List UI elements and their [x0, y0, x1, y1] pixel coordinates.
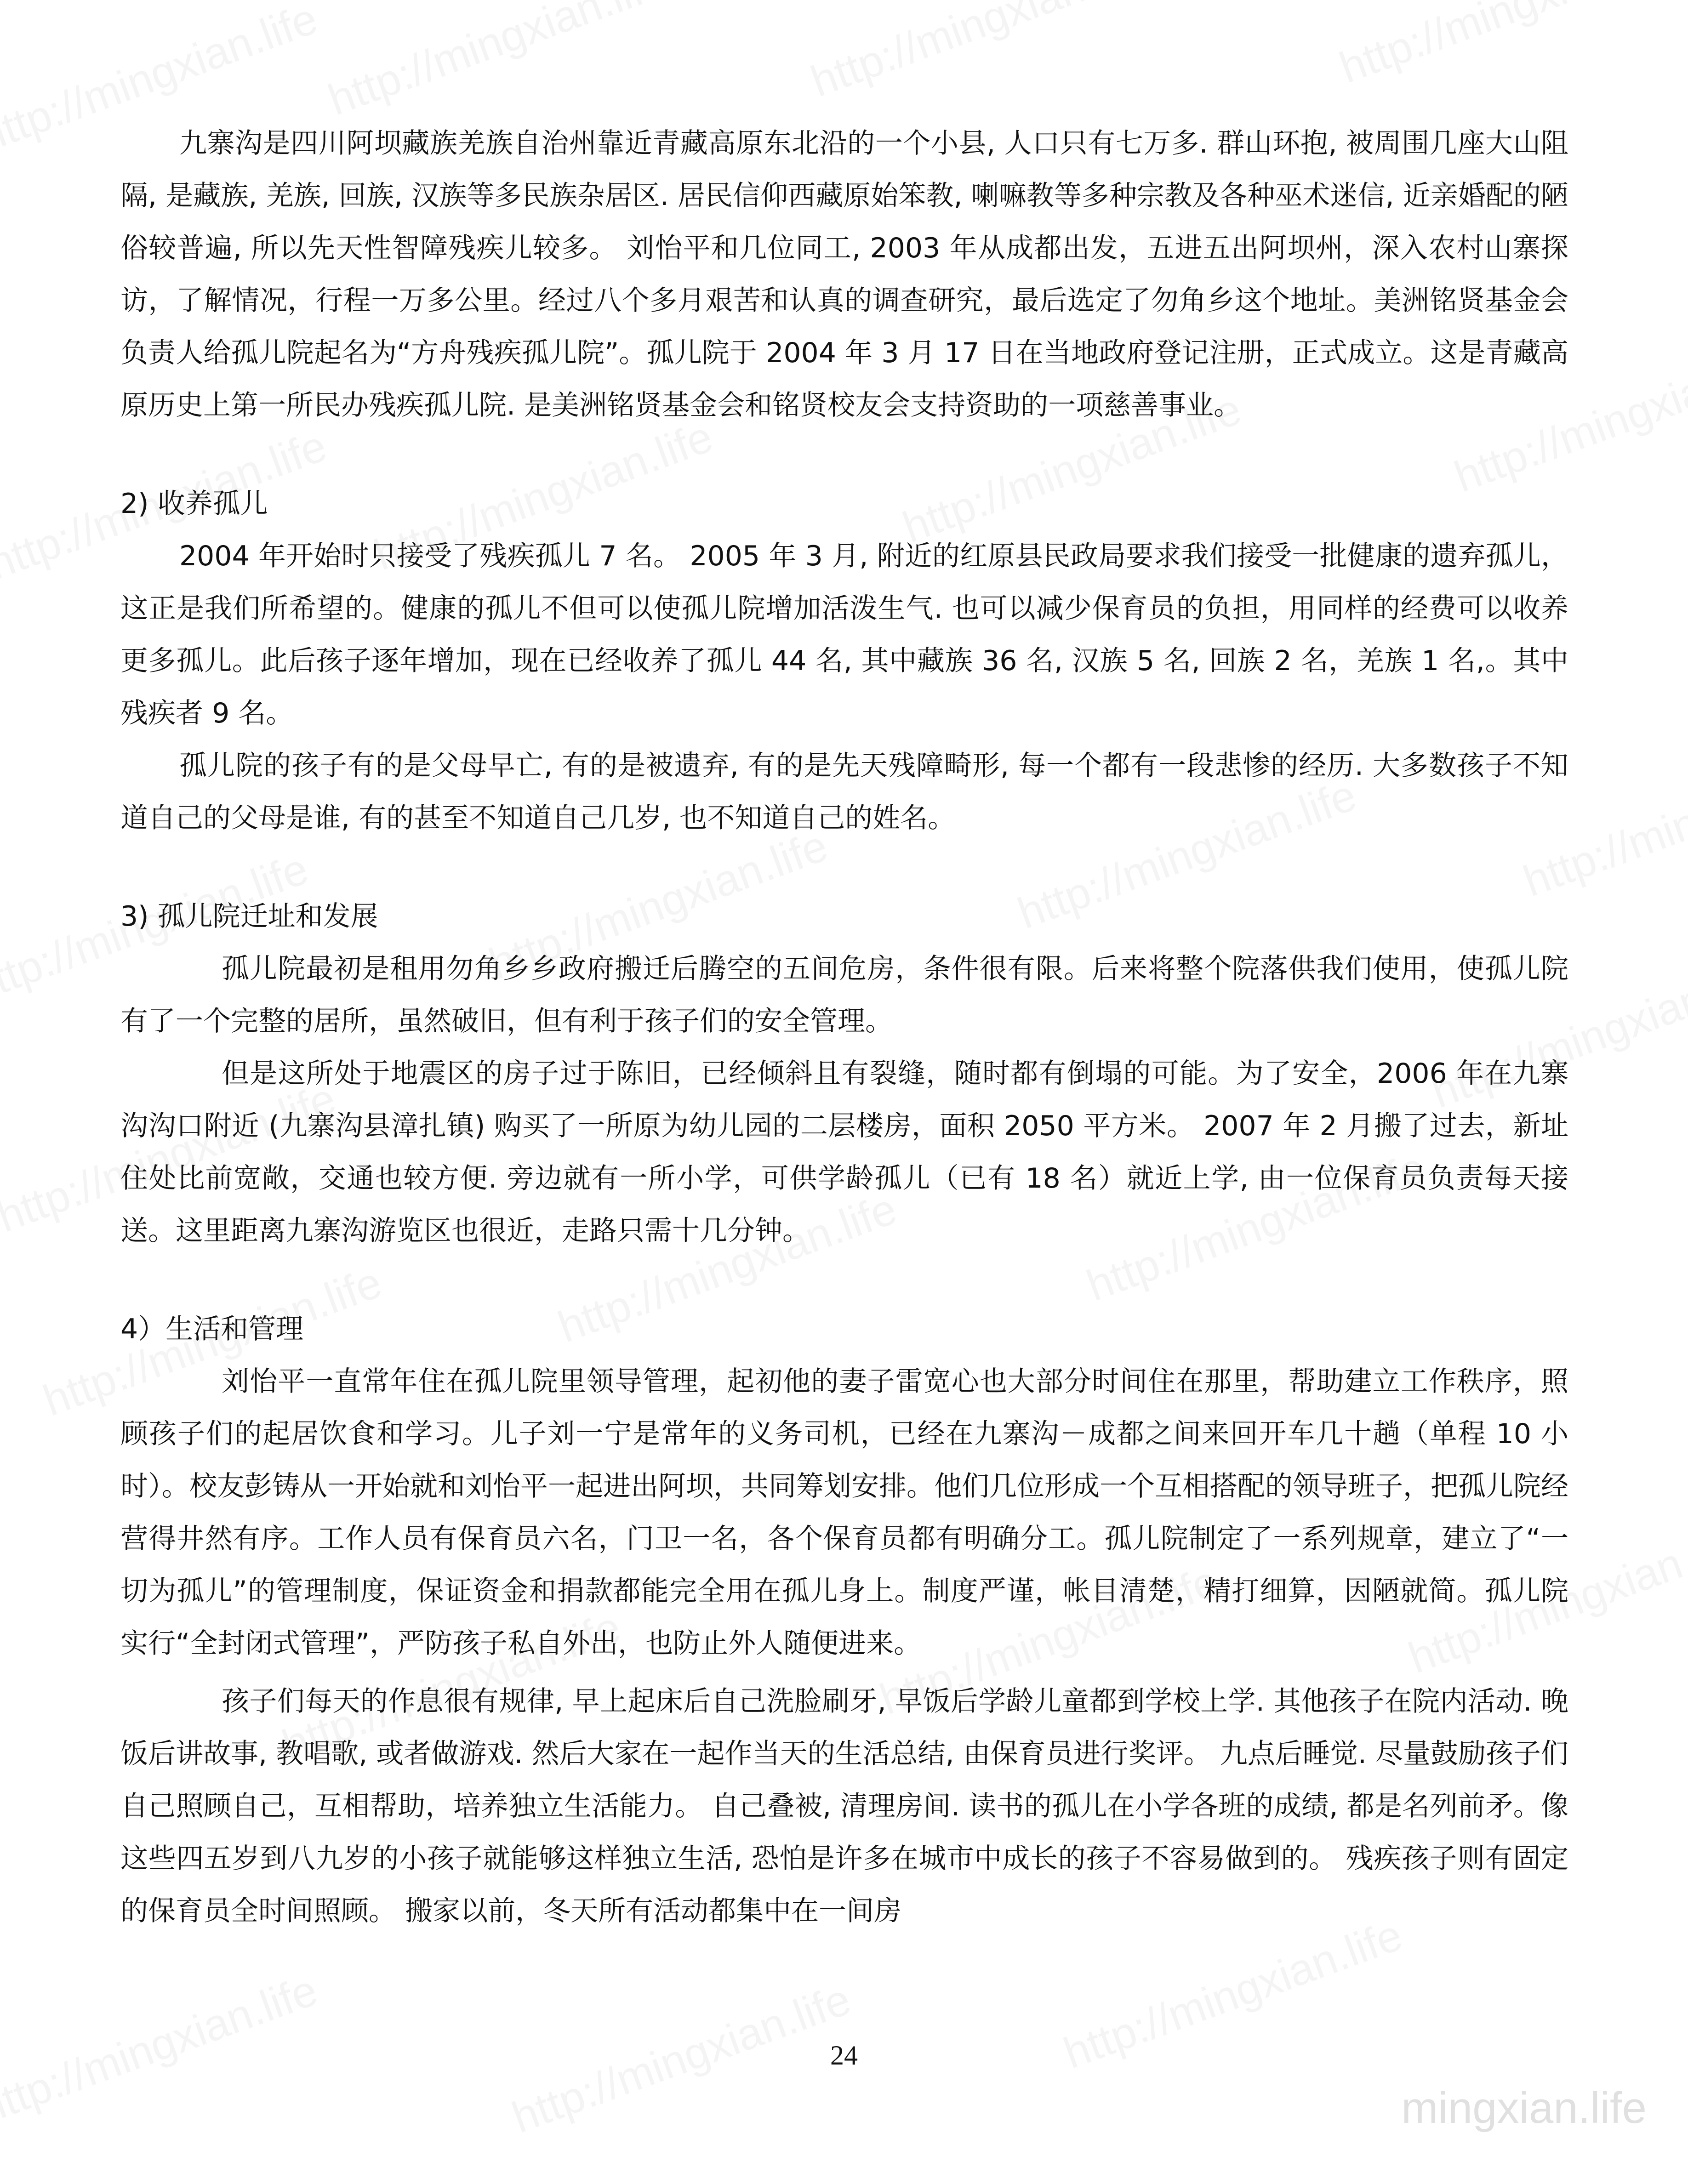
watermark-text — [1333, 0, 1685, 93]
paragraph: 刘怡平一直常年住在孤儿院里领导管理，起初他的妻子雷宽心也大部分时间住在那里，帮助建立工作秩序，照顾孩子们的起居饮食和学习。儿子刘一宁是常年的义务司机，已经在九寨沟－成都之间来回开车几十趟（单程 10 小时）。校友彭铸从一开始就和刘怡平一起进出阿坝，共同筹划安排。他们几位形成一个互相搭配的领导班子，把孤儿院经营得井然有序。工作人员有保育员六名，门卫一名，各个保育员都有明确分工。孤儿院制定了一系列规章，建立了“一切为孤儿”的管理制度，保证资金和捐款都能完全用在孤儿身上。制度严谨，帐目清楚，精打细算，因陋就简。孤儿院实行“全封闭式管理”，严防孩子私自外出，也防止外人随便进来。 — [120, 1365, 1568, 1660]
section-heading: 3) 孤儿院迁址和发展 — [120, 900, 378, 933]
section-heading: 4）生活和管理 — [120, 1313, 304, 1345]
section-heading: 2) 收养孤儿 — [120, 488, 268, 520]
paragraph: 孤儿院最初是租用勿角乡乡政府搬迁后腾空的五间危房，条件很有限。后来将整个院落供我们使用，使孤儿院有了一个完整的居所，虽然破旧，但有利于孩子们的安全管理。 — [120, 953, 1568, 1037]
watermark-text — [322, 0, 673, 125]
watermark-text — [804, 0, 1156, 107]
page-number: 24 — [830, 2040, 858, 2070]
document-body — [120, 117, 1568, 1937]
paragraph: 孩子们每天的作息很有规律, 早上起床后自己洗脸刷牙, 早饭后学龄儿童都到学校上学. 其他孩子在院内活动. 晚饭后讲故事, 教唱歌, 或者做游戏. 然后大家在一起作当天的生活总结, 由保育员进行奖评。 九点后睡觉. 尽量鼓励孩子们自己照顾自己，互相帮助，培养独立生活能力。 自己叠被, 清理房间. 读书的孤儿在小学各班的成绩, 都是名列前矛。像这些四五岁到八九岁的小孩子就能够这样独立生活, 恐怕是许多在城市中成长的孩子不容易做到的。 残疾孩子则有固定的保育员全时间照顾。 搬家以前，冬天所有活动都集中在一间房 — [120, 1685, 1568, 1927]
paragraph: 但是这所处于地震区的房子过于陈旧，已经倾斜且有裂缝，随时都有倒塌的可能。为了安全，2006 年在九寨沟沟口附近 (九寨沟县漳扎镇) 购买了一所原为幼儿园的二层楼房，面积 2050 平方米。 2007 年 2 月搬了过去，新址住处比前宽敞，交通也较方便. 旁边就有一所小学，可供学龄孤儿（已有 18 名）就近上学, 由一位保育员负责每天接送。这里距离九寨沟游览区也很近，走路只需十几分钟。 — [120, 1058, 1568, 1247]
paragraph: 孤儿院的孩子有的是父母早亡, 有的是被遗弃, 有的是先天残障畸形, 每一个都有一段悲惨的经历. 大多数孩子不知道自己的父母是谁, 有的甚至不知道自己几岁, 也不知道自己的姓名。 — [120, 750, 1568, 834]
paragraph: 2004 年开始时只接受了残疾孤儿 7 名。 2005 年 3 月, 附近的红原县民政局要求我们接受一批健康的遗弃孤儿，这正是我们所希望的。健康的孤儿不但可以使孤儿院增加活泼生气. 也可以减少保育员的负担，用同样的经费可以收养更多孤儿。此后孩子逐年增加，现在已经收养了孤儿 44 名, 其中藏族 36 名, 汉族 5 名, 回族 2 名，羌族 1 名,。其中残疾者 9 名。 — [120, 540, 1568, 729]
paragraph: 九寨沟是四川阿坝藏族羌族自治州靠近青藏高原东北沿的一个小县, 人口只有七万多. 群山环抱, 被周围几座大山阻隔, 是藏族, 羌族, 回族, 汉族等多民族杂居区. 居民信仰西藏原始笨教, 喇嘛教等多种宗教及各种巫术迷信, 近亲婚配的陋俗较普遍, 所以先天性智障残疾儿较多。 刘怡平和几位同工, 2003 年从成都出发，五进五出阿坝州，深入农村山寨探访，了解情况，行程一万多公里。经过八个多月艰苦和认真的调查研究，最后选定了勿角乡这个地址。美洲铭贤基金会负责人给孤儿院起名为“方舟残疾孤儿院”。孤儿院于 2004 年 3 月 17 日在当地政府登记注册，正式成立。这是青藏高原历史上第一所民办残疾孤儿院. 是美洲铭贤基金会和铭贤校友会支持资助的一项慈善事业。 — [120, 127, 1568, 421]
watermark-corner-text: mingxian.life — [1401, 2083, 1647, 2133]
